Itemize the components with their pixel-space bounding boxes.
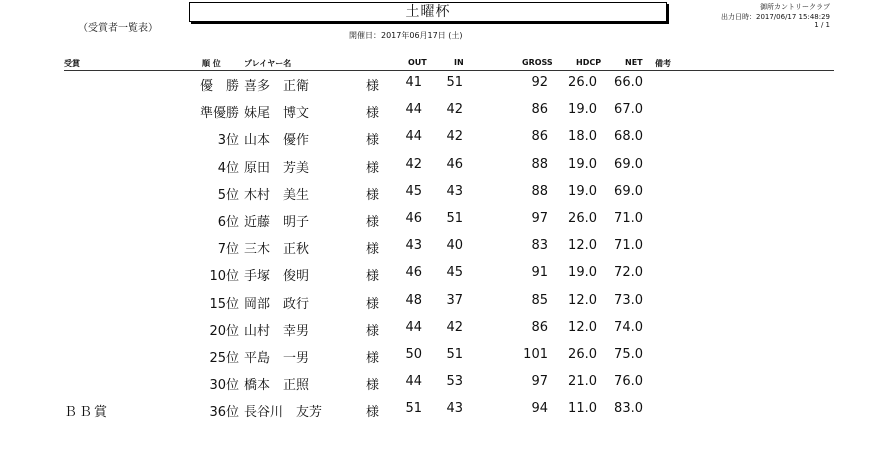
row-gross: 92 [531, 75, 548, 90]
header-out: OUT [408, 58, 427, 67]
row-in: 37 [446, 292, 463, 308]
row-rank: 優 勝 [199, 79, 239, 94]
row-net: 71.0 [614, 238, 643, 254]
club-name: 御所カントリークラブ [760, 3, 830, 11]
printed-datetime: 出力日時：2017/06/17 15:48:29 [720, 13, 830, 21]
row-gross: 101 [523, 347, 548, 362]
row-rank: 10位 [209, 269, 239, 285]
row-out: 42 [405, 156, 422, 172]
row-net: 68.0 [614, 129, 643, 145]
row-gross: 83 [531, 238, 548, 254]
row-net: 72.0 [614, 265, 643, 281]
row-hdcp: 26.0 [568, 347, 597, 362]
row-honorific: 様 [366, 269, 380, 285]
row-gross: 91 [531, 265, 548, 281]
row-hdcp: 19.0 [568, 183, 597, 199]
row-gross: 86 [531, 319, 548, 335]
row-out: 43 [405, 238, 422, 254]
row-out: 44 [405, 374, 422, 390]
row-player-name: 原田 芳美 [244, 160, 310, 176]
row-out: 44 [405, 102, 422, 118]
row-out: 51 [405, 401, 422, 417]
row-in: 40 [446, 238, 463, 254]
row-rank: 30位 [209, 378, 239, 394]
row-gross: 88 [531, 156, 548, 172]
row-honorific: 様 [366, 351, 380, 366]
header-remarks: 備考 [655, 59, 671, 68]
row-gross: 88 [531, 183, 548, 199]
row-honorific: 様 [366, 160, 380, 176]
row-out: 44 [405, 129, 422, 145]
row-in: 51 [446, 211, 463, 226]
row-rank: 準優勝 [199, 106, 239, 122]
header-award: 受賞 [64, 59, 80, 68]
row-hdcp: 26.0 [568, 211, 597, 226]
row-hdcp: 19.0 [568, 156, 597, 172]
row-out: 48 [405, 292, 422, 308]
row-player-name: 喜多 正衛 [244, 79, 310, 94]
row-in: 42 [446, 319, 463, 335]
row-out: 45 [405, 183, 422, 199]
row-honorific: 様 [366, 405, 380, 421]
row-gross: 97 [531, 374, 548, 390]
row-out: 46 [405, 211, 422, 226]
row-rank: 3位 [217, 133, 239, 149]
row-player-name: 山村 幸男 [244, 323, 310, 339]
row-net: 66.0 [614, 75, 643, 90]
header-player: プレイヤー名 [244, 59, 292, 68]
row-player-name: 山本 優作 [244, 133, 310, 149]
row-net: 75.0 [614, 347, 643, 362]
row-hdcp: 18.0 [568, 129, 597, 145]
row-player-name: 手塚 俊明 [244, 269, 310, 285]
row-rank: 6位 [217, 215, 239, 230]
row-honorific: 様 [366, 133, 380, 149]
row-net: 71.0 [614, 211, 643, 226]
row-gross: 86 [531, 102, 548, 118]
header-in: IN [454, 58, 464, 67]
row-net: 69.0 [614, 156, 643, 172]
row-net: 67.0 [614, 102, 643, 118]
header-gross: GROSS [522, 58, 553, 67]
row-hdcp: 11.0 [568, 401, 597, 417]
row-honorific: 様 [366, 106, 380, 122]
row-player-name: 妹尾 博文 [244, 106, 310, 122]
row-rank: 4位 [217, 160, 239, 176]
row-hdcp: 12.0 [568, 319, 597, 335]
row-net: 74.0 [614, 319, 643, 335]
row-in: 43 [446, 183, 463, 199]
row-honorific: 様 [366, 215, 380, 230]
row-rank: 25位 [209, 351, 239, 366]
event-date: 開催日：2017年06月17日 (土) [349, 31, 463, 40]
page-number: 1 / 1 [814, 21, 830, 29]
row-player-name: 木村 美生 [244, 187, 310, 203]
row-honorific: 様 [366, 187, 380, 203]
row-out: 50 [405, 347, 422, 362]
row-player-name: 三木 正秋 [244, 242, 310, 258]
header-net: NET [625, 58, 643, 67]
row-player-name: 近藤 明子 [244, 215, 310, 230]
row-hdcp: 26.0 [568, 75, 597, 90]
row-player-name: 長谷川 友芳 [244, 405, 323, 421]
row-rank: 5位 [217, 187, 239, 203]
row-gross: 86 [531, 129, 548, 145]
row-honorific: 様 [366, 378, 380, 394]
header-hdcp: HDCP [576, 58, 602, 67]
row-net: 76.0 [614, 374, 643, 390]
report-subtitle: （受賞者一覧表） [78, 23, 158, 34]
row-rank: 15位 [209, 296, 239, 312]
row-gross: 94 [531, 401, 548, 417]
row-out: 46 [405, 265, 422, 281]
row-honorific: 様 [366, 323, 380, 339]
report-title: 土曜杯 [189, 2, 667, 22]
row-honorific: 様 [366, 79, 380, 94]
row-out: 44 [405, 319, 422, 335]
row-player-name: 岡部 政行 [244, 296, 310, 312]
row-hdcp: 19.0 [568, 102, 597, 118]
row-net: 73.0 [614, 292, 643, 308]
row-player-name: 平島 一男 [244, 351, 310, 366]
row-net: 69.0 [614, 183, 643, 199]
row-hdcp: 12.0 [568, 238, 597, 254]
header-rule [64, 70, 834, 71]
row-in: 51 [446, 75, 463, 90]
row-hdcp: 19.0 [568, 265, 597, 281]
row-hdcp: 21.0 [568, 374, 597, 390]
row-out: 41 [405, 75, 422, 90]
row-in: 51 [446, 347, 463, 362]
row-in: 45 [446, 265, 463, 281]
row-rank: 36位 [209, 405, 239, 421]
row-in: 42 [446, 102, 463, 118]
row-in: 42 [446, 129, 463, 145]
row-gross: 97 [531, 211, 548, 226]
row-player-name: 橋本 正照 [244, 378, 310, 394]
row-in: 53 [446, 374, 463, 390]
row-net: 83.0 [614, 401, 643, 417]
row-in: 43 [446, 401, 463, 417]
row-honorific: 様 [366, 296, 380, 312]
row-honorific: 様 [366, 242, 380, 258]
row-in: 46 [446, 156, 463, 172]
row-rank: 7位 [217, 242, 239, 258]
row-rank: 20位 [209, 323, 239, 339]
row-hdcp: 12.0 [568, 292, 597, 308]
header-rank: 順 位 [202, 59, 221, 68]
row-gross: 85 [531, 292, 548, 308]
row-award: ＢＢ賞 [64, 405, 110, 421]
